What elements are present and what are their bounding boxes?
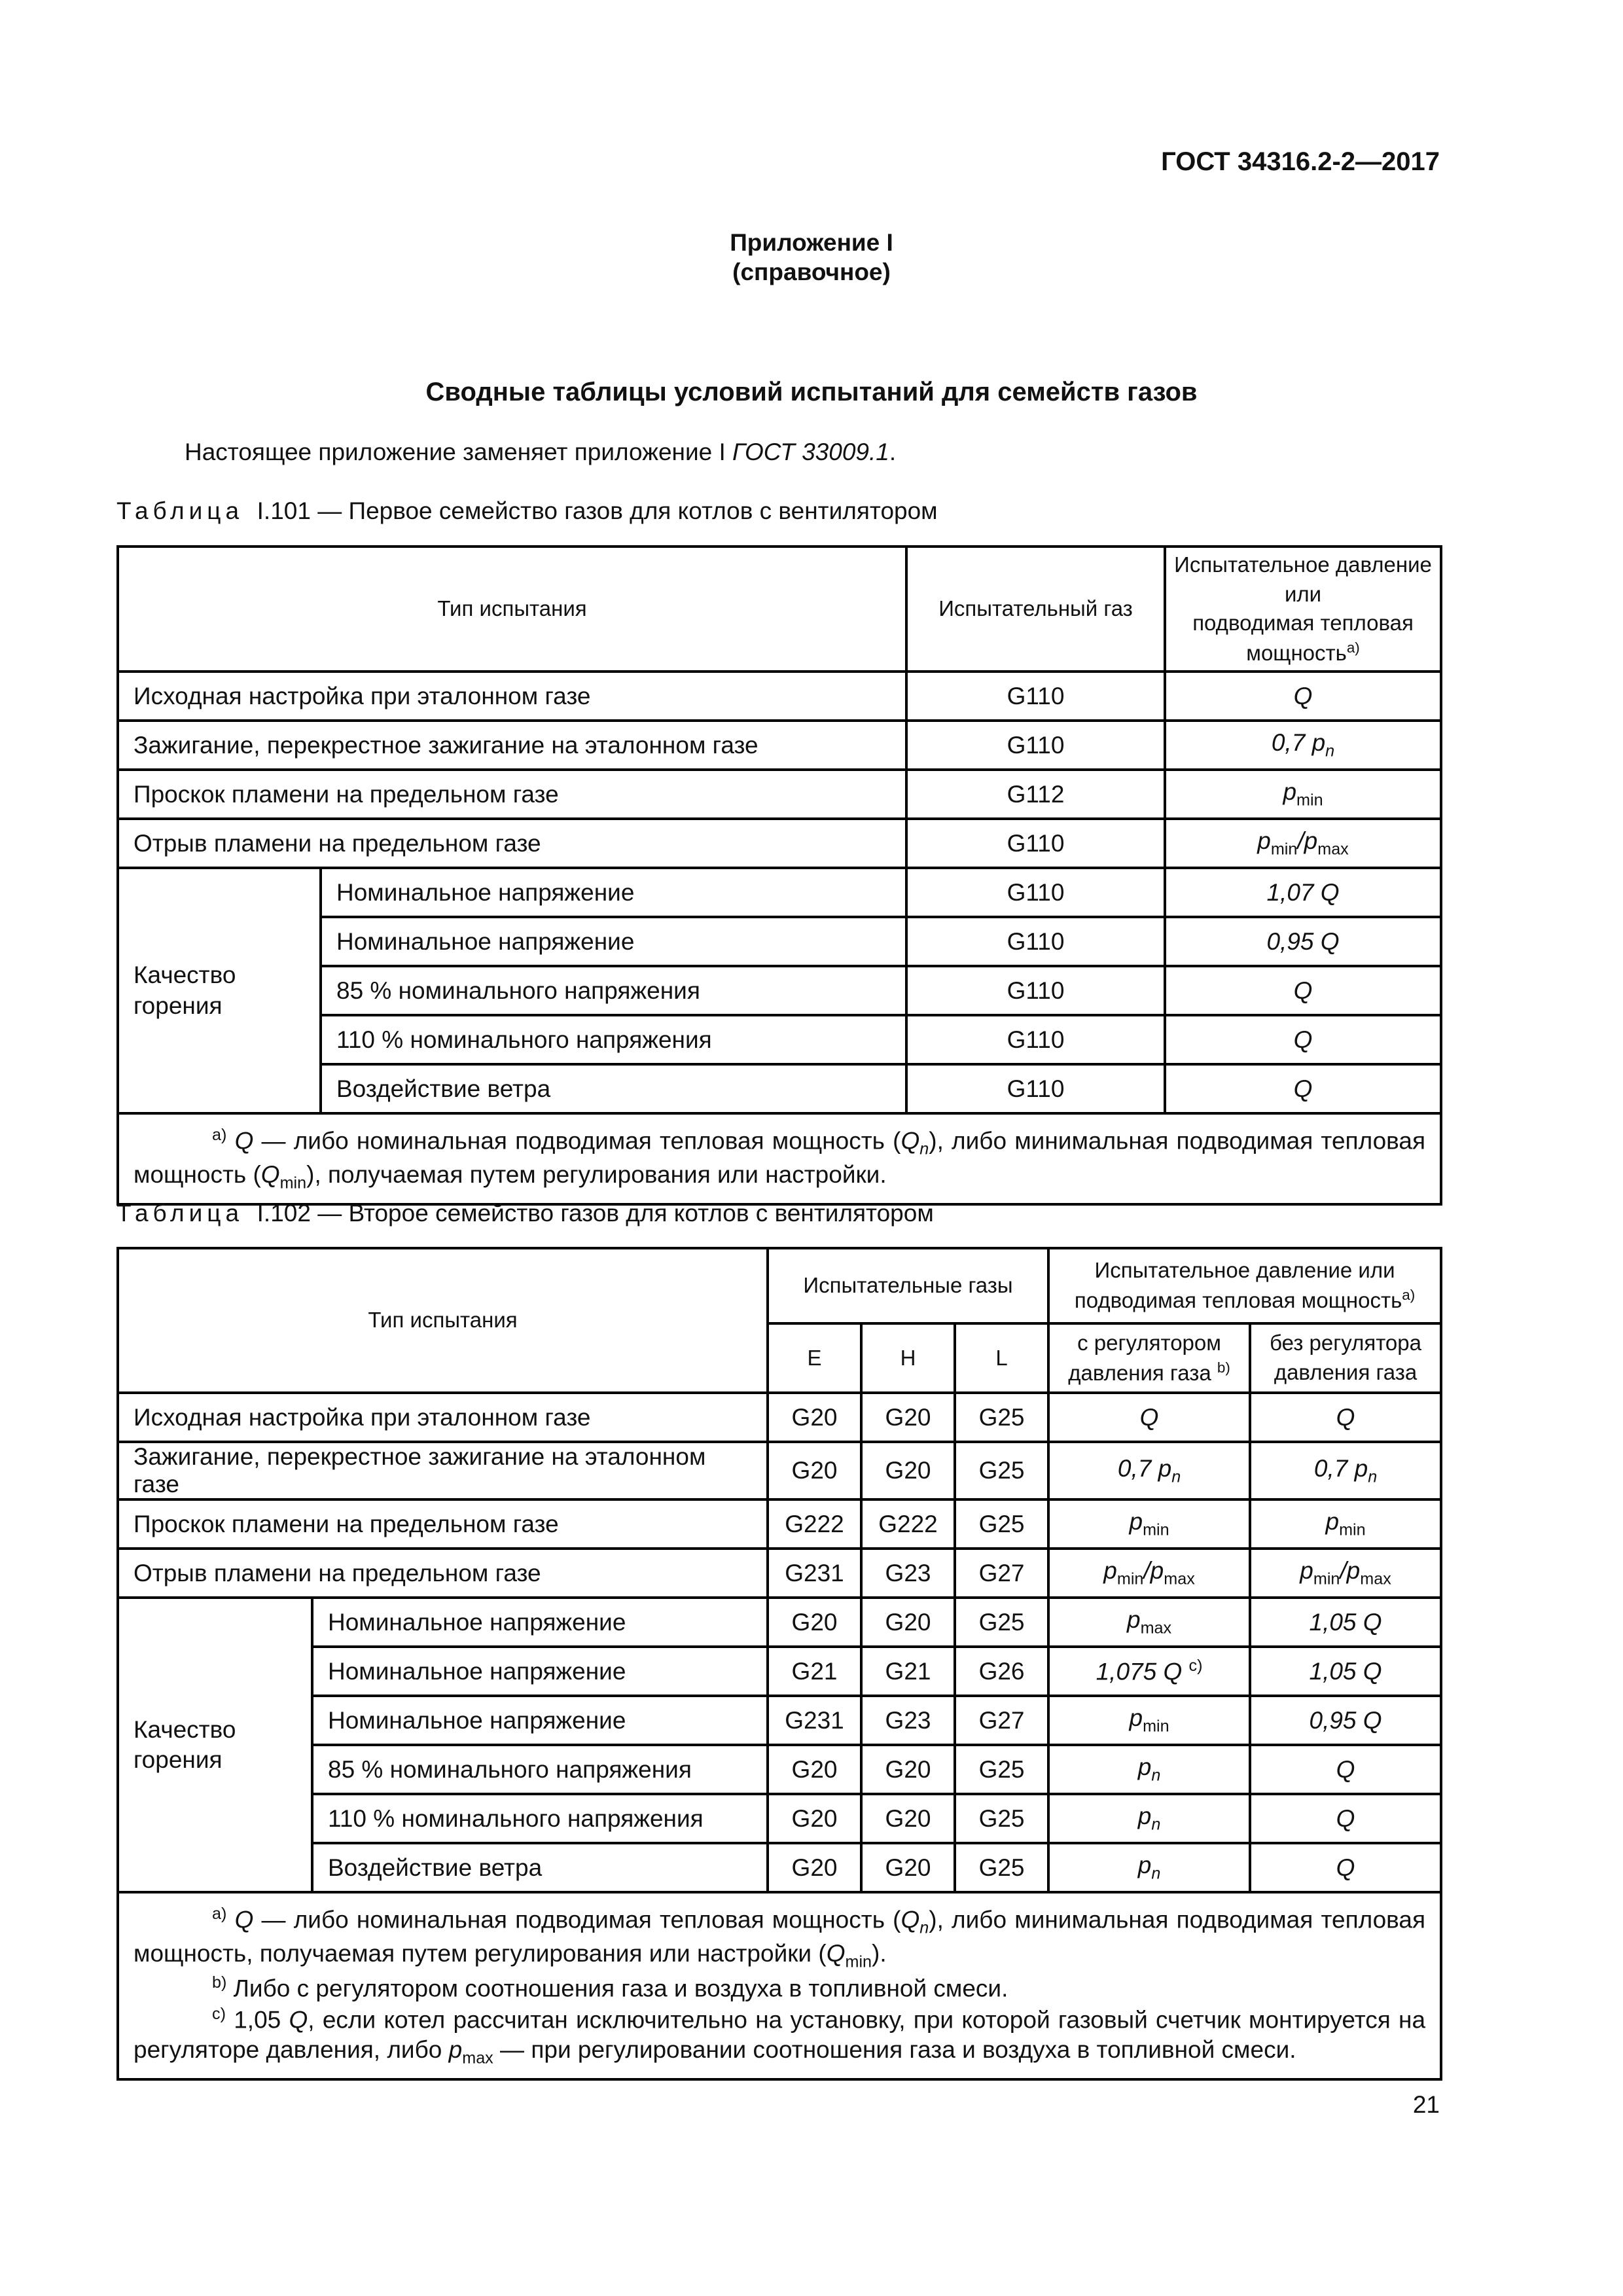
annex-subtitle: (справочное) — [732, 259, 891, 285]
table2-footnote-c: $^{c)}$ 1,05 Q, если котел рассчитан исключительно на установку, при которой газовый счетчик монтируется на регуляторе давления, либо $p_{max}$ — при регулировании соотношения газа и воздуха в топливной смеси. — [134, 2004, 1426, 2068]
table1-group-label: Качество горения — [118, 868, 321, 1113]
table2-footnotes-row — [118, 1892, 1441, 2079]
table-row: Проскок пламени на предельном газе G222 G222 G25 $p_{min}$ $p_{min}$ — [118, 1499, 1441, 1549]
table2-header-l: L — [955, 1323, 1048, 1393]
table-row: Отрыв пламени на предельном газе G231 G23 G27 $p_{min}/p_{max}$ $p_{min}/p_{max}$ — [118, 1549, 1441, 1598]
table-row: Качество горения Номинальное напряжение G110 1,07 Q — [118, 868, 1441, 917]
table-row: 110 % номинального напряжения G20 G20 G25 $p_n$ Q — [118, 1794, 1441, 1843]
page-number: 21 — [1412, 2091, 1440, 2118]
table1-header-row — [118, 547, 1441, 672]
table1-header-pressure: Испытательное давление или подводимая тепловая мощность$^{a)}$ — [1165, 547, 1441, 672]
table2-header-test-type: Тип испытания — [118, 1248, 768, 1393]
page-heading: Сводные таблицы условий испытаний для семейств газов — [425, 378, 1198, 406]
table-row: Номинальное напряжение G110 0,95 Q — [118, 917, 1441, 966]
table-row: Исходная настройка при эталонном газе G20 G20 G25 Q Q — [118, 1393, 1441, 1442]
table-row: Отрыв пламени на предельном газе G110 $p_{min}/p_{max}$ — [118, 819, 1441, 868]
table1-header-test-gas: Испытательный газ — [906, 547, 1165, 672]
table2-header-with-regulator: с регулятором давления газа $^{b)}$ — [1048, 1323, 1250, 1393]
table1 — [116, 545, 1442, 1206]
table2-caption: Таблица I.102 — Второе семейство газов для котлов с вентилятором — [116, 1200, 934, 1227]
table-row: Зажигание, перекрестное зажигание на эталонном газе G110 0,7 $p_n$ — [118, 721, 1441, 770]
table-row: 110 % номинального напряжения G110 Q — [118, 1015, 1441, 1064]
table2-footnote-a: $^{a)}$ Q — либо номинальная подводимая тепловая мощность $(Q_n)$, либо минимальная подводимая тепловая мощность, получаемая путем регулирования или настройки $(Q_{min})$. — [134, 1905, 1426, 1971]
table-row: Исходная настройка при эталонном газе G110 Q — [118, 672, 1441, 721]
table-row: Воздействие ветра G110 Q — [118, 1064, 1441, 1113]
table2-header-test-gases: Испытательные газы — [768, 1248, 1048, 1323]
table1-footnote-row — [118, 1113, 1441, 1204]
table2-header-h: H — [861, 1323, 955, 1393]
table-row: Качество горения Номинальное напряжение G20 G20 G25 $p_{max}$ 1,05 Q — [118, 1598, 1441, 1647]
table1-header-test-type: Тип испытания — [118, 547, 906, 672]
document-code: ГОСТ 34316.2-2—2017 — [1161, 147, 1440, 176]
table-row: Номинальное напряжение G21 G21 G26 1,075 Q $^{c)}$ 1,05 Q — [118, 1647, 1441, 1696]
table2-header-e: E — [768, 1323, 861, 1393]
annex-title: Приложение I — [730, 229, 893, 256]
table2-footnote-b: $^{b)}$ Либо с регулятором соотношения газа и воздуха в топливной смеси. — [212, 1973, 1008, 2002]
table2 — [116, 1247, 1442, 2081]
table2-footnotes — [118, 1892, 1441, 2079]
table2-group-label: Качество горения — [118, 1598, 312, 1892]
table-row: 85 % номинального напряжения G20 G20 G25 $p_n$ Q — [118, 1745, 1441, 1794]
table2-header-pressure: Испытательное давление или подводимая тепловая мощность$^{a)}$ — [1048, 1248, 1441, 1323]
table2-header-row — [118, 1248, 1441, 1323]
table-row: Зажигание, перекрестное зажигание на эталонном газе G20 G20 G25 0,7 $p_n$ 0,7 $p_n$ — [118, 1442, 1441, 1499]
intro-paragraph: Настоящее приложение заменяет приложение I ГОСТ 33009.1. — [185, 439, 897, 465]
table-row: Воздействие ветра G20 G20 G25 $p_n$ Q — [118, 1843, 1441, 1892]
table1-footnote-a: $^{a)}$ Q — либо номинальная подводимая тепловая мощность $(Q_n)$, либо минимальная подводимая тепловая мощность $(Q_{min})$, получаемая путем регулирования или настройки. — [118, 1113, 1441, 1204]
table1-caption: Таблица I.101 — Первое семейство газов для котлов с вентилятором — [116, 497, 938, 524]
table2-header-without-regulator: без регулятора давления газа — [1250, 1323, 1441, 1393]
intro-reference: ГОСТ 33009.1 — [732, 439, 889, 465]
table-row: Номинальное напряжение G231 G23 G27 $p_{min}$ 0,95 Q — [118, 1696, 1441, 1745]
table-row: 85 % номинального напряжения G110 Q — [118, 966, 1441, 1015]
table-row: Проскок пламени на предельном газе G112 $p_{min}$ — [118, 770, 1441, 819]
